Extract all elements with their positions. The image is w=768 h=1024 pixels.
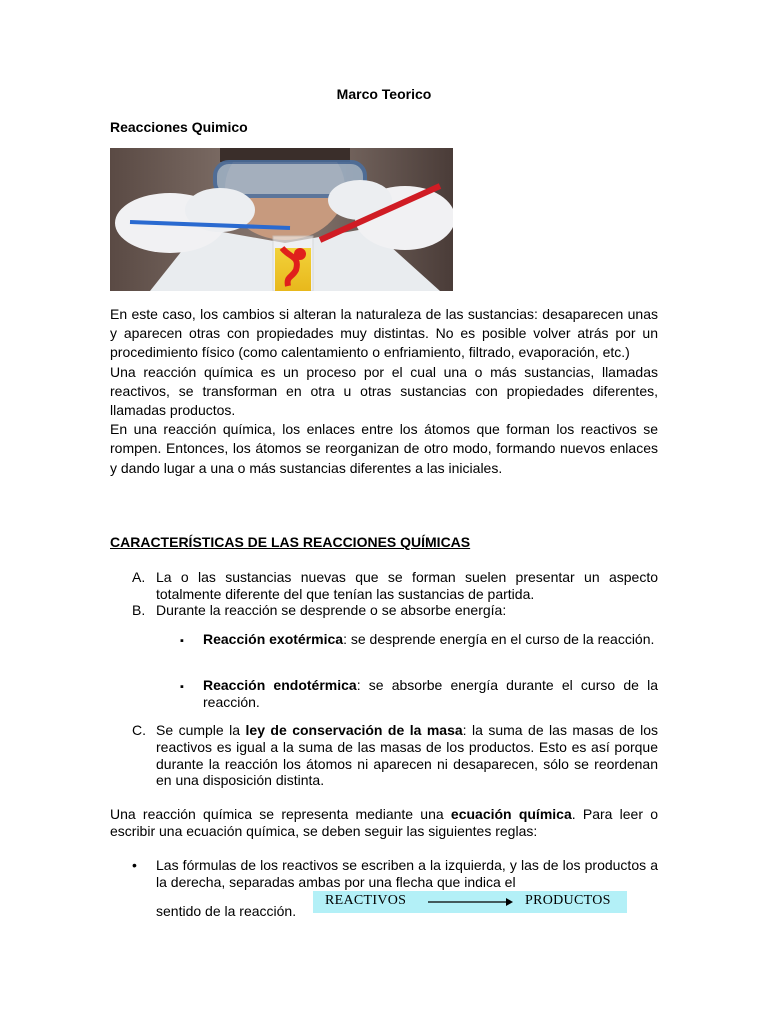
chemist-photo — [110, 148, 453, 291]
characteristic-c-pre: Se cumple la — [156, 722, 246, 738]
mass-conservation-term: ley de conservación de la masa — [245, 722, 463, 738]
list-marker: C. — [132, 722, 146, 738]
chemist-illustration — [110, 148, 453, 291]
characteristic-b-text: Durante la reacción se desprende o se absorbe energía: — [156, 602, 507, 618]
arrow-right-icon — [428, 896, 513, 908]
list-marker: A. — [132, 569, 146, 585]
square-bullet-icon: ▪ — [180, 681, 184, 693]
equation-paragraph-post: . Para leer o escribir una ecuación química, se deben seguir las siguientes reglas: — [110, 806, 659, 839]
products-label: PRODUCTOS — [525, 893, 611, 908]
intro-text — [110, 305, 658, 478]
paragraph-3: En una reacción química, los enlaces entre los átomos que forman los reactivos se rompen. Entonces, los átomos se reorganizan de otro modo, formando nuevos enlaces y dando lugar a una o más sustancias diferentes a las iniciales. — [110, 421, 658, 476]
paragraph-1: En este caso, los cambios si alteran la naturaleza de las sustancias: desaparecen unas y aparecen otras con propiedades muy distintas. No es posible volver atrás por un procedimiento físico (como calentamiento o enfriamiento, filtrado, evaporación, etc.) — [110, 306, 658, 361]
equation-paragraph — [110, 806, 658, 840]
endothermic-term: Reacción endotérmica — [203, 677, 357, 693]
paragraph-2: Una reacción química es un proceso por el cual una o más sustancias, llamadas reactivos, se transforman en otra u otras sustancias con propiedades diferentes, llamadas productos. — [110, 363, 658, 419]
section-subtitle: Reacciones Quimico — [110, 119, 248, 135]
document-title: Marco Teorico — [336, 86, 432, 102]
characteristic-c-post: : la suma de las masas de los reactivos es igual a la suma de las masas de los productos. Esto es así porque durante la reacción los átomos ni aparecen ni desaparecen, sólo se reordenan en una disposición distinta. — [156, 722, 658, 789]
equation-paragraph-pre: Una reacción química se representa mediante una — [110, 806, 451, 822]
characteristic-a-text: La o las sustancias nuevas que se forman suelen presentar un aspecto totalmente diferente del que tenían las sustancias de partida. — [156, 569, 658, 602]
exothermic-text: : se desprende energía en el curso de la reacción. — [343, 631, 655, 647]
characteristics-heading: CARACTERÍSTICAS DE LAS REACCIONES QUÍMICAS — [110, 534, 471, 550]
list-marker: B. — [132, 602, 146, 618]
exothermic-term: Reacción exotérmica — [203, 631, 344, 647]
rule-tail: sentido de la reacción. — [156, 903, 297, 919]
equation-box — [313, 891, 627, 913]
reactants-label: REACTIVOS — [325, 893, 407, 908]
chemical-equation-term: ecuación química — [450, 806, 572, 822]
square-bullet-icon: ▪ — [180, 635, 184, 647]
bullet-icon: • — [132, 857, 137, 873]
rule-text: Las fórmulas de los reactivos se escriben a la izquierda, y las de los productos a la derecha, separadas ambas por una flecha que indica el — [156, 857, 658, 890]
endothermic-text: : se absorbe energía durante el curso de la reacción. — [203, 677, 658, 710]
